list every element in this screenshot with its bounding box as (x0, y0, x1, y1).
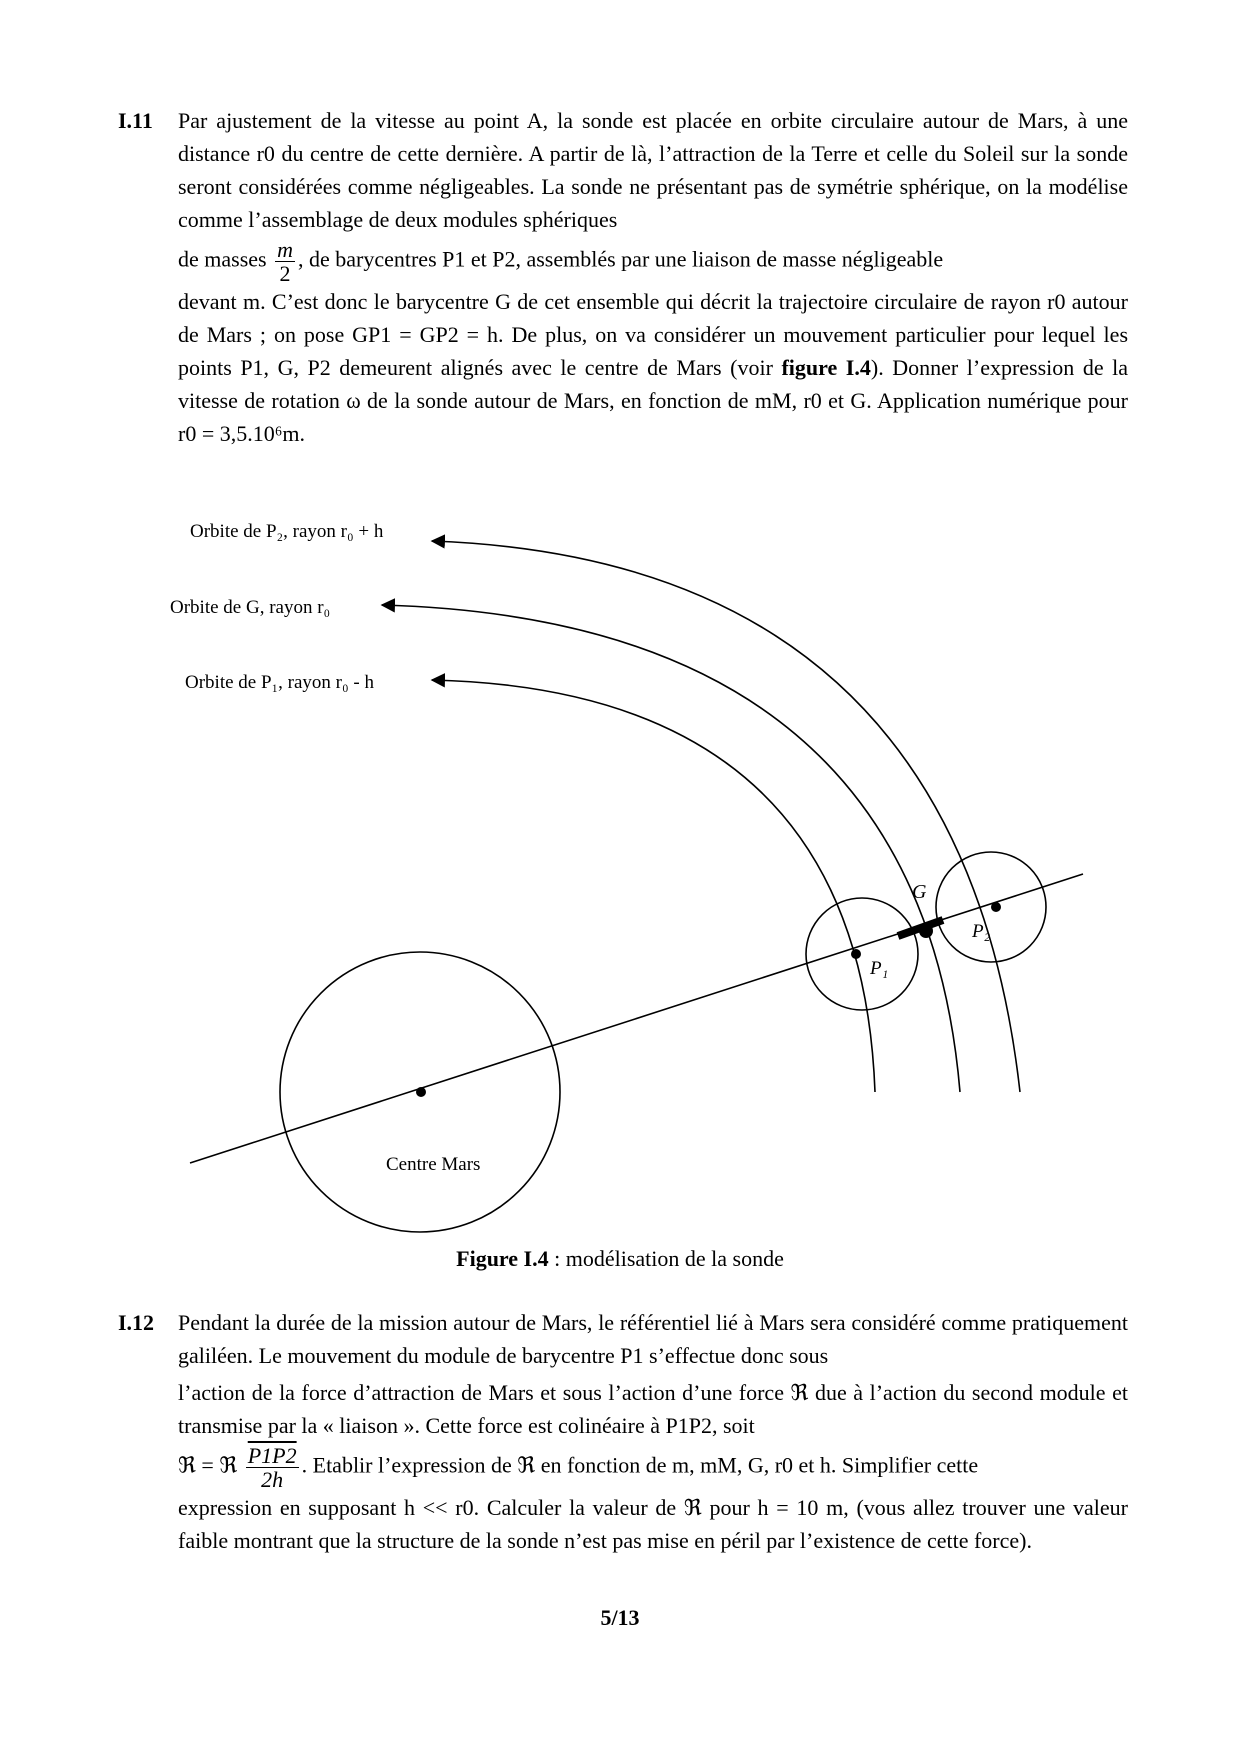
force-fraction: $\frac{P1P2}{2h}$ (247, 1443, 297, 1493)
page-number: 5/13 (600, 1605, 640, 1630)
g-dot (919, 924, 933, 938)
q11-paragraph-3: devant m. C’est donc le barycentre G de cet ensemble qui décrit la trajectoire circulaire de rayon r0 autour de Mars ; on pose GP1 = GP2 = h. De plus, on va considérer un mouvement particulier pour lequel les points P1, G, P2 demeurent alignés avec le centre de Mars (voir figure I.4). Donner l’expression de la vitesse de rotation ω de la sonde autour de Mars, en fonction de mM, r0 et G. Application numérique pour r0 = 3,5.10⁶m. (178, 289, 1129, 447)
p2-dot (991, 902, 1001, 912)
module-p1-circle (806, 898, 918, 1010)
label-mars: Centre Mars (386, 1154, 481, 1175)
label-g-orbit: Orbite de G, rayon r₀ (170, 597, 331, 618)
orbit-p2-arc (432, 541, 1020, 1092)
q12-paragraph-2: l’action de la force d’attraction de Mars et sous l’action d’une force ℜ due à l’action du second module et transmise par la « liaison ». Cette force est colinéaire à P1P2, soit (178, 1380, 1128, 1438)
mars-centre-dot (416, 1087, 426, 1097)
orbit-p1-arc (432, 680, 875, 1092)
q11-paragraph-2: de masses $\frac{m}{2}$ , de barycentres P1 et P2, assemblés par une liaison de masse négligeable (178, 237, 944, 287)
figure-caption: Figure I.4 : modélisation de la sonde (456, 1246, 784, 1271)
figure-probe-model (0, 500, 1240, 1240)
figure-reference: figure I.4 (781, 355, 871, 381)
q12-paragraph-3: ℜ = ℜ $\frac{P1P2}{2h}$ . Etablir l’expression de ℜ en fonction de m, mM, G, r0 et h. Simplifier cette (178, 1443, 979, 1493)
question-I11 (118, 104, 1128, 450)
label-p1: P₁ (870, 958, 889, 979)
question-I12 (118, 1306, 1128, 1557)
label-p1-orbit: Orbite de P₁, rayon r₀ - h (185, 672, 374, 693)
q12-paragraph-1: Pendant la durée de la mission autour de Mars, le référentiel lié à Mars sera considéré comme pratiquement galiléen. Le mouvement du module de barycentre P1 s’effectue donc sous (178, 1310, 1128, 1368)
q11-paragraph-1: Par ajustement de la vitesse au point A, la sonde est placée en orbite circulaire autour de Mars, à une distance r0 du centre de cette dernière. A partir de là, l’attraction de la Terre et celle du Soleil sur la sonde seront considérées comme négligeables. La sonde ne présentant pas de symétrie sphérique, on la modélise comme l’assemblage de deux modules sphériques (178, 108, 1128, 232)
q12-paragraph-4: expression en supposant h << r0. Calculer la valeur de ℜ pour h = 10 m, (vous allez trouver une valeur faible montrant que la structure de la sonde n’est pas mise en péril par l’existence de cette force). (178, 1495, 1128, 1554)
question-number: I.12 (118, 1310, 155, 1335)
mass-fraction: $\frac{m}{2}$ (277, 237, 293, 287)
p1-dot (851, 949, 861, 959)
orbit-g-arc (382, 605, 960, 1092)
alignment-line (190, 874, 1083, 1163)
label-p2: P₂ (972, 921, 991, 942)
label-g: G (912, 881, 927, 903)
label-p2-orbit: Orbite de P₂, rayon r₀ + h (190, 521, 384, 542)
question-number: I.11 (118, 108, 153, 133)
